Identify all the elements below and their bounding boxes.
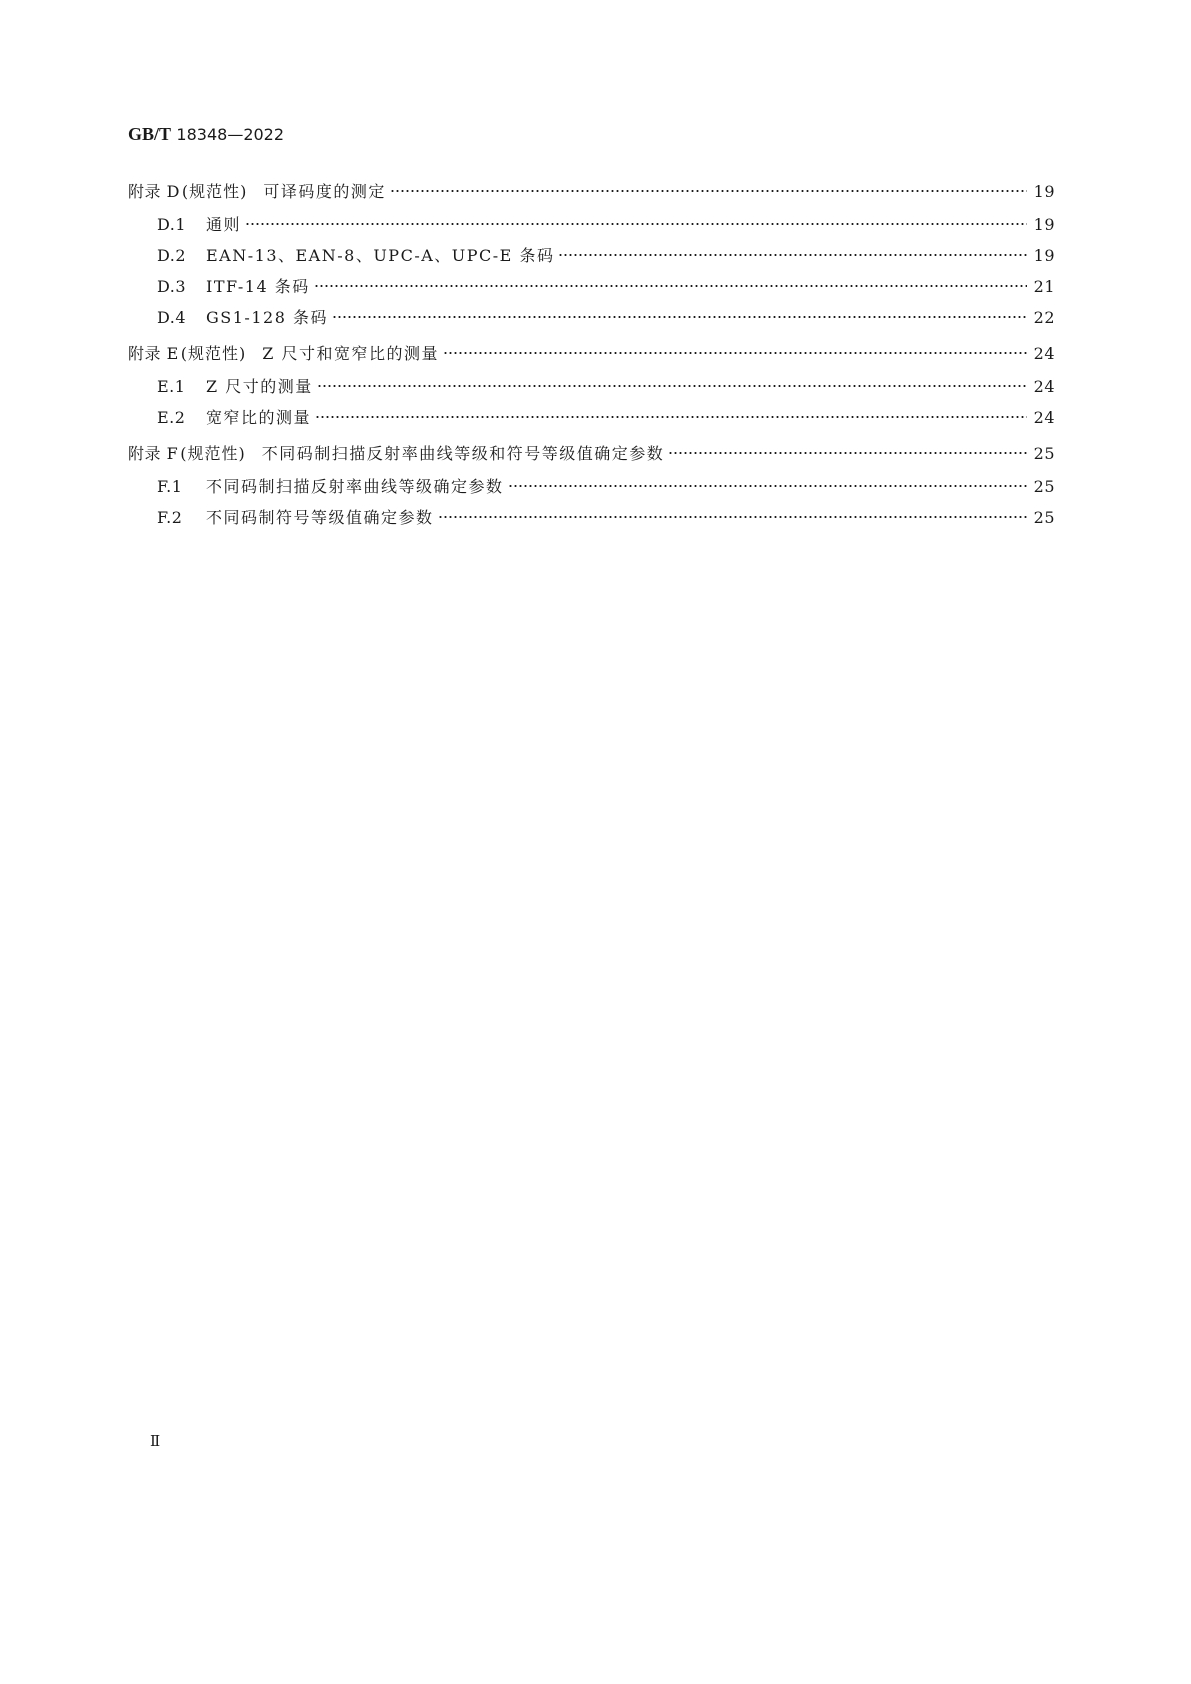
toc-entry-d1[interactable] (128, 212, 1055, 237)
toc-entry-page: 25 (1033, 444, 1055, 463)
dot-leader (314, 284, 1027, 288)
toc-entry-number: 附录 F (128, 444, 179, 463)
toc-entry-number: D.2 (157, 246, 187, 265)
toc-entry-title: 宽窄比的测量 (206, 408, 312, 427)
table-of-contents (128, 179, 1055, 530)
toc-entry-d2[interactable] (128, 243, 1055, 268)
dot-leader (332, 315, 1027, 319)
toc-entry-page: 21 (1033, 277, 1055, 296)
toc-entry-number: D.4 (157, 308, 187, 327)
dot-leader (443, 351, 1027, 355)
toc-entry-d3[interactable] (128, 274, 1055, 299)
toc-entry-page: 24 (1033, 377, 1055, 396)
toc-entry-page: 25 (1033, 508, 1055, 527)
standard-code (128, 124, 284, 145)
toc-entry-page: 22 (1033, 308, 1055, 327)
dot-leader (668, 451, 1027, 455)
toc-entry-number: F.1 (157, 477, 183, 496)
toc-entry-e2[interactable] (128, 405, 1055, 430)
toc-entry-page: 25 (1033, 477, 1055, 496)
toc-entry-title: 不同码制扫描反射率曲线等级和符号等级值确定参数 (261, 444, 665, 463)
toc-entry-type: (规范性) (180, 344, 247, 363)
dot-leader (558, 253, 1027, 257)
toc-entry-number: E.2 (157, 408, 186, 427)
toc-entry-d4[interactable] (128, 305, 1055, 330)
toc-entry-title: 不同码制扫描反射率曲线等级确定参数 (206, 477, 504, 496)
toc-entry-title: GS1-128 条码 (206, 308, 328, 327)
toc-entry-f2[interactable] (128, 505, 1055, 530)
toc-entry-page: 24 (1033, 408, 1055, 427)
dot-leader (245, 222, 1027, 226)
toc-entry-number: F.2 (157, 508, 183, 527)
toc-entry-number: 附录 E (128, 344, 179, 363)
toc-entry-type: (规范性) (181, 182, 248, 201)
dot-leader (390, 189, 1027, 193)
toc-entry-e1[interactable] (128, 374, 1055, 399)
standard-number: 18348—2022 (176, 125, 285, 144)
toc-entry-appendix-f[interactable] (128, 441, 1055, 466)
toc-entry-number: D.1 (157, 215, 187, 234)
toc-entry-number: D.3 (157, 277, 187, 296)
page-number: Ⅱ (150, 1432, 161, 1450)
toc-entry-title: 通则 (206, 215, 242, 234)
toc-entry-number: 附录 D (128, 182, 180, 201)
toc-entry-appendix-d[interactable] (128, 179, 1055, 204)
toc-entry-title: EAN-13、EAN-8、UPC-A、UPC-E 条码 (206, 246, 555, 265)
toc-entry-type: (规范性) (180, 444, 246, 463)
toc-entry-title: ITF-14 条码 (206, 277, 310, 296)
toc-entry-title: 不同码制符号等级值确定参数 (206, 508, 434, 527)
toc-entry-page: 19 (1033, 182, 1055, 201)
toc-entry-number: E.1 (157, 377, 186, 396)
toc-entry-page: 24 (1033, 344, 1055, 363)
toc-entry-appendix-e[interactable] (128, 341, 1055, 366)
standard-prefix: GB/T (128, 124, 172, 144)
dot-leader (317, 384, 1027, 388)
toc-entry-title: Z 尺寸和宽窄比的测量 (262, 344, 439, 363)
dot-leader (315, 415, 1027, 419)
toc-entry-title: Z 尺寸的测量 (206, 377, 313, 396)
dot-leader (438, 515, 1027, 519)
toc-entry-f1[interactable] (128, 474, 1055, 499)
toc-entry-title: 可译码度的测定 (263, 182, 386, 201)
toc-entry-page: 19 (1033, 246, 1055, 265)
dot-leader (508, 484, 1027, 488)
toc-entry-page: 19 (1033, 215, 1055, 234)
